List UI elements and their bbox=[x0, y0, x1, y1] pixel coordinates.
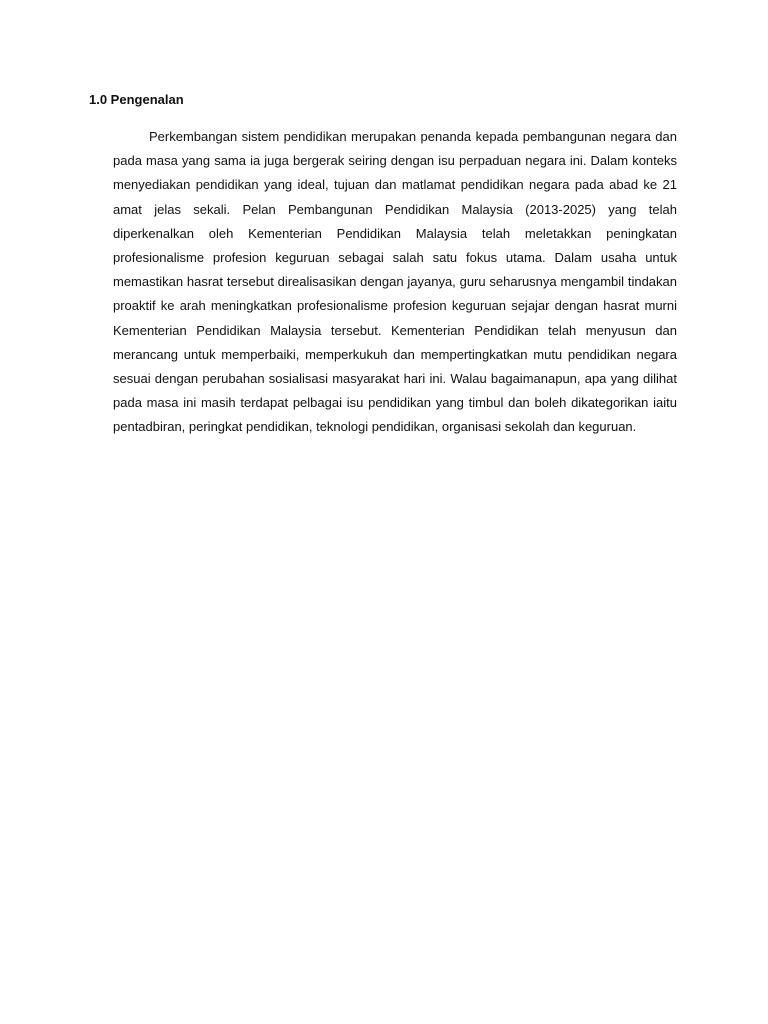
section-heading: 1.0 Pengenalan bbox=[89, 92, 184, 107]
body-paragraph: Perkembangan sistem pendidikan merupakan penanda kepada pembangunan negara dan pada masa yang sama ia juga bergerak seiring dengan isu perpaduan negara ini. Dalam konteks menyediakan pendidikan yang ideal, tujuan dan matlamat pendidikan negara pada abad ke 21 amat jelas sekali. Pelan Pembangunan Pendidikan Malaysia (2013-2025) yang telah diperkenalkan oleh Kementerian Pendidikan Malaysia telah meletakkan peningkatan profesionalisme profesion keguruan sebagai salah satu fokus utama. Dalam usaha untuk memastikan hasrat tersebut direalisasikan dengan jayanya, guru seharusnya mengambil tindakan proaktif ke arah meningkatkan profesionalisme profesion keguruan sejajar dengan hasrat murni Kementerian Pendidikan Malaysia tersebut. Kementerian Pendidikan telah menyusun dan merancang untuk memperbaiki, memperkukuh dan mempertingkatkan mutu pendidikan negara sesuai dengan perubahan sosialisasi masyarakat hari ini. Walau bagaimanapun, apa yang dilihat pada masa ini masih terdapat pelbagai isu pendidikan yang timbul dan boleh dikategorikan iaitu pentadbiran, peringkat pendidikan, teknologi pendidikan, organisasi sekolah dan keguruan. bbox=[113, 129, 677, 435]
